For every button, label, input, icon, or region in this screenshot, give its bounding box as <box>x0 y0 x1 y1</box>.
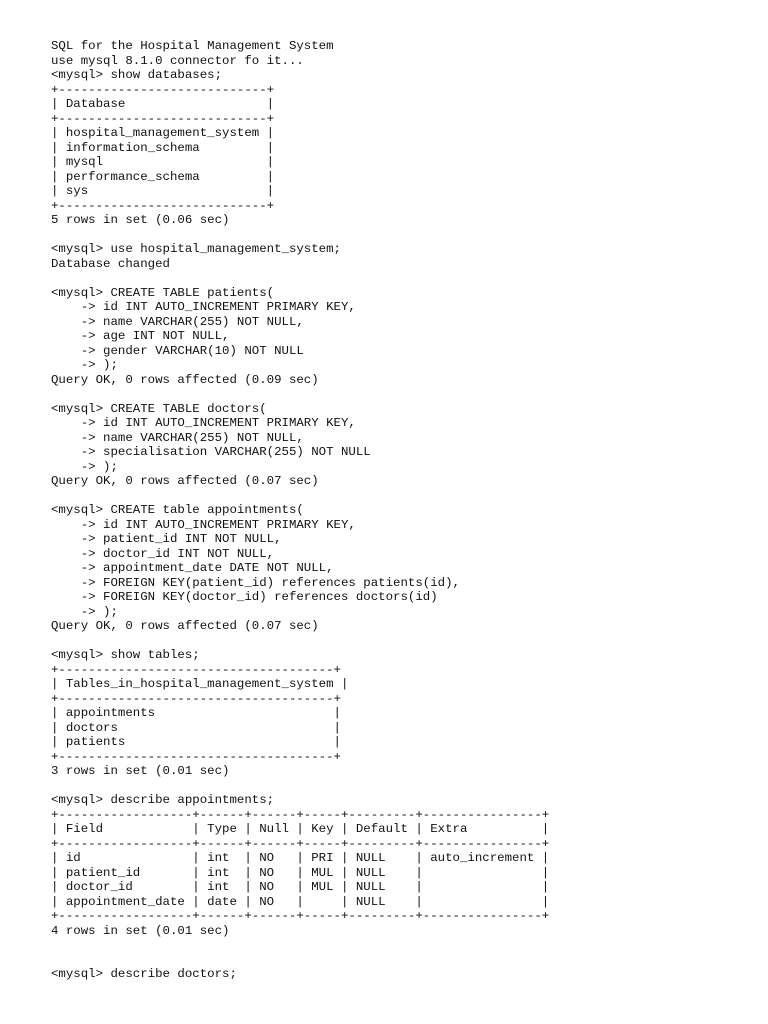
transcript-line: | Database | <box>51 97 275 111</box>
transcript-line: -> specialisation VARCHAR(255) NOT NULL <box>51 445 371 459</box>
transcript-line: | hospital_management_system | <box>51 126 275 140</box>
transcript-line: <mysql> use hospital_management_system; <box>51 242 341 256</box>
transcript-line: 5 rows in set (0.06 sec) <box>51 213 230 227</box>
transcript-line: Query OK, 0 rows affected (0.09 sec) <box>51 372 319 387</box>
transcript-line <box>51 634 549 649</box>
transcript-line: <mysql> describe doctors; <box>51 967 237 981</box>
transcript-line <box>51 228 549 243</box>
transcript-line <box>51 387 549 402</box>
transcript-line: 4 rows in set (0.01 sec) <box>51 923 230 938</box>
transcript-line: -> ); <box>51 604 118 619</box>
transcript-line: -> age INT NOT NULL, <box>51 329 230 343</box>
transcript-line: -> FOREIGN KEY(doctor_id) references doctors(id) <box>51 590 438 604</box>
transcript-line: +------------------+------+------+-----+---------+----------------+ <box>51 836 550 851</box>
transcript-line: | patient_id | int | NO | MUL | NULL | | <box>51 865 550 880</box>
transcript-line: Query OK, 0 rows affected (0.07 sec) <box>51 474 319 488</box>
transcript-line: -> name VARCHAR(255) NOT NULL, <box>51 314 304 329</box>
transcript-line: +-------------------------------------+ <box>51 662 341 677</box>
transcript-line: +----------------------------+ <box>51 82 275 97</box>
sql-session-transcript <box>51 39 549 982</box>
transcript-line: <mysql> show databases; <box>51 68 223 82</box>
transcript-line: +----------------------------+ <box>51 198 275 213</box>
transcript-line <box>51 779 549 794</box>
transcript-line: -> ); <box>51 459 118 474</box>
transcript-line: | id | int | NO | PRI | NULL | auto_increment | <box>51 851 550 865</box>
transcript-line: | performance_schema | <box>51 169 275 184</box>
transcript-line: | sys | <box>51 184 275 198</box>
transcript-line: <mysql> CREATE table appointments( <box>51 503 304 517</box>
transcript-line: <mysql> describe appointments; <box>51 793 275 807</box>
transcript-line: +------------------+------+------+-----+---------+----------------+ <box>51 807 550 822</box>
transcript-line: +-------------------------------------+ <box>51 749 341 764</box>
transcript-line: | Field | Type | Null | Key | Default | Extra | <box>51 822 550 836</box>
transcript-line: -> id INT AUTO_INCREMENT PRIMARY KEY, <box>51 300 356 314</box>
transcript-line: -> appointment_date DATE NOT NULL, <box>51 561 334 575</box>
transcript-line: -> ); <box>51 358 118 372</box>
transcript-line: use mysql 8.1.0 connector fo it... <box>51 53 304 68</box>
transcript-line: | information_schema | <box>51 140 275 155</box>
transcript-line: -> doctor_id INT NOT NULL, <box>51 546 275 561</box>
transcript-line: | mysql | <box>51 155 275 169</box>
transcript-line <box>51 953 549 968</box>
transcript-line: Query OK, 0 rows affected (0.07 sec) <box>51 619 319 633</box>
transcript-line: | Tables_in_hospital_management_system | <box>51 677 349 691</box>
transcript-line: | appointments | <box>51 706 341 720</box>
transcript-line: SQL for the Hospital Management System <box>51 39 334 53</box>
transcript-line: <mysql> CREATE TABLE doctors( <box>51 401 267 416</box>
transcript-line: -> name VARCHAR(255) NOT NULL, <box>51 430 304 445</box>
transcript-line: -> patient_id INT NOT NULL, <box>51 532 282 546</box>
transcript-line: | doctors | <box>51 720 341 735</box>
transcript-line: -> gender VARCHAR(10) NOT NULL <box>51 343 304 358</box>
transcript-line: +----------------------------+ <box>51 111 275 126</box>
transcript-line: -> id INT AUTO_INCREMENT PRIMARY KEY, <box>51 517 356 532</box>
transcript-line: -> id INT AUTO_INCREMENT PRIMARY KEY, <box>51 416 356 430</box>
transcript-line: <mysql> show tables; <box>51 648 200 662</box>
transcript-line: | patients | <box>51 735 341 749</box>
transcript-line <box>51 271 549 286</box>
transcript-line <box>51 938 549 953</box>
transcript-line: 3 rows in set (0.01 sec) <box>51 764 230 778</box>
transcript-line: +------------------+------+------+-----+---------+----------------+ <box>51 909 550 923</box>
transcript-line: -> FOREIGN KEY(patient_id) references patients(id), <box>51 575 460 590</box>
transcript-line <box>51 489 549 504</box>
transcript-line: | appointment_date | date | NO | | NULL | | <box>51 894 550 909</box>
transcript-line: +-------------------------------------+ <box>51 691 341 706</box>
transcript-line: | doctor_id | int | NO | MUL | NULL | | <box>51 880 550 894</box>
transcript-line: <mysql> CREATE TABLE patients( <box>51 285 275 300</box>
transcript-line: Database changed <box>51 256 170 271</box>
